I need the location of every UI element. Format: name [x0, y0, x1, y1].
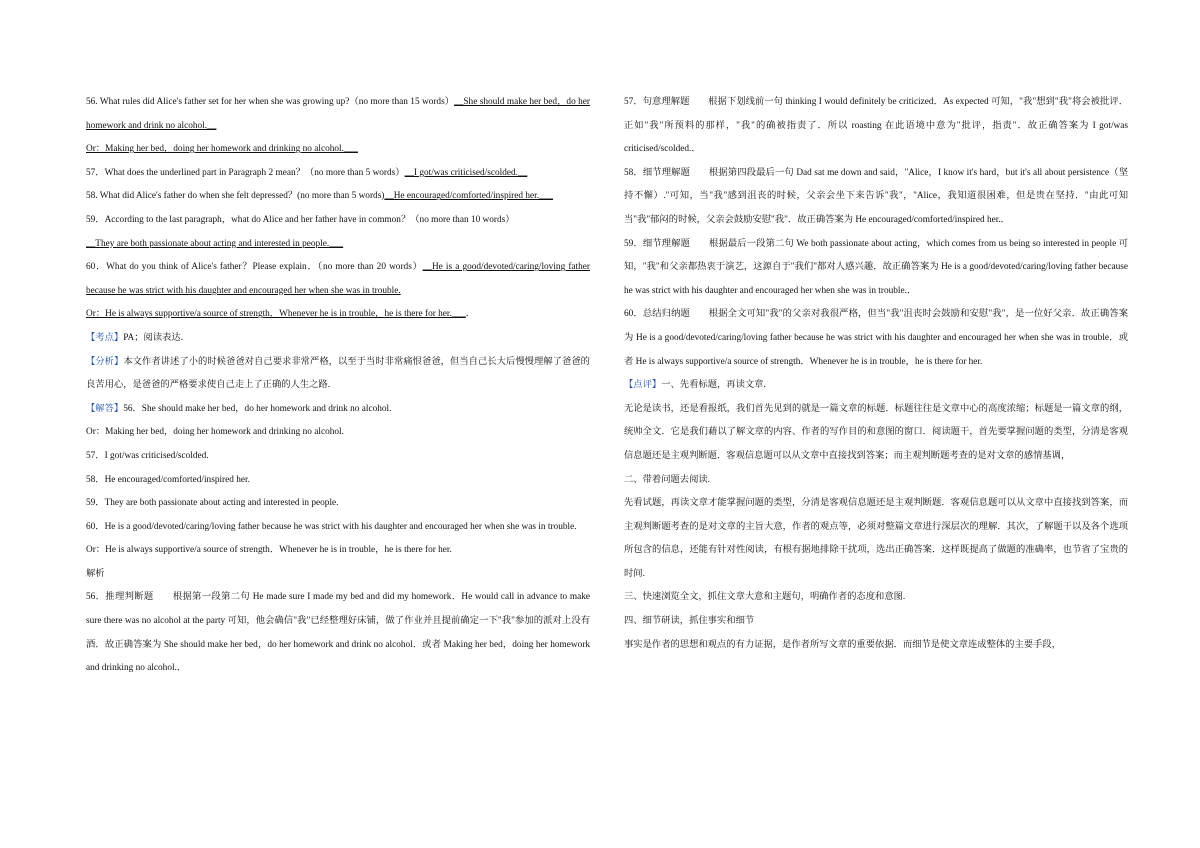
jiexi-heading: 解析	[86, 568, 105, 579]
jieda-tag: 【解答】	[86, 403, 124, 414]
explanation-59: 59．细节理解题 根据最后一段第二句 We both passionate about acting，which comes from us being so interested in people 可知，"我"和父亲都热衷于演艺，这源自于"我们"都对人感兴趣．故正确答案为 He is a good/devoted/caring/loving father because he was strict with his daughter and encouraged her when she was in trouble.．	[624, 238, 1128, 296]
question-56: 56. What rules did Alice's father set for her when she was growing up?（no more than 15 words）__She should make her bed，do her homework and drink no alcohol.__	[86, 97, 590, 131]
fenxi: 【分析】本文作者讲述了小的时候爸爸对自己要求非常严格，以至于当时非常痛恨爸爸，但当自己长大后慢慢理解了爸爸的良苦用心，是爸爸的严格要求使自己走上了正确的人生之路.	[86, 356, 590, 391]
tip-paragraph: 无论是读书，还是看报纸，我们首先见到的就是一篇文章的标题．标题往往是文章中心的高度浓缩；标题是一篇文章的纲，统帅全文．它是我们藉以了解文章的内容、作者的写作目的和意图的窗口．阅读题干，首先要掌握问题的类型，分清是客观信息题还是主观判断题．客观信息题可以从文章中直接找到答案；而主观判断题考查的是对文章的感情基调，	[624, 403, 1128, 461]
explanation-57: 57．句意理解题 根据下划线前一句 thinking I would definitely be criticized．As expected 可知，"我"想到"我"将会被批评．正如"我"所预料的那样，"我"的确被指责了．所以 roasting 在此语境中意为"批评，指责"．故正确答案为 I got/was criticised/scolded.．	[624, 97, 1128, 155]
answer-line: Or：Making her bed，doing her homework and drinking no alcohol.	[86, 427, 344, 438]
explanation-60: 60．总结归纳题 根据全文可知"我"的父亲对我很严格，但当"我"沮丧时会鼓励和安慰"我"，是一位好父亲．故正确答案为 He is a good/devoted/caring/loving father because he was strict with his daughter and encouraged her when she was in trouble．或者 He is always supportive/a source of strength．Whenever he is in trouble，he is there for her.	[624, 309, 1128, 367]
answer-line: 57．I got/was criticised/scolded.	[86, 450, 209, 461]
jieda: 【解答】56．She should make her bed，do her homework and drink no alcohol.	[86, 403, 392, 414]
answer-60-alt: Or：He is always supportive/a source of strength．Whenever he is in trouble，he is there for her.___．	[86, 309, 476, 320]
tip-paragraph: 事实是作者的思想和观点的有力证据，是作者所写文章的重要依据．而细节是使文章连成整体的主要手段，	[624, 639, 1061, 650]
explanation-56: 56．推理判断题 根据第一段第二句 He made sure I made my bed and did my homework．He would call in advance to make sure there was no alcohol at the party 可知，他会确信"我"已经整理好床铺，做了作业并且提前确定一下"我"参加的派对上没有酒．故正确答案为 She should make her bed，do her homework and drink no alcohol．或者 Making her bed，doing her homework and drinking no alcohol.．	[86, 592, 590, 674]
answer-line: 59．They are both passionate about acting and interested in people.	[86, 498, 339, 509]
answer-line: Or：He is always supportive/a source of strength．Whenever he is in trouble，he is there for her.	[86, 545, 452, 556]
question-59: 59．According to the last paragraph，what do Alice and her father have in common？（no more than 10 words）	[86, 214, 515, 225]
question-57: 57．What does the underlined part in Paragraph 2 mean？（no more than 5 words）__I got/was criticised/scolded.__	[86, 167, 528, 178]
answer-line: 58．He encouraged/comforted/inspired her.	[86, 474, 250, 485]
tip-heading: 二、带着问题去阅读.	[624, 474, 710, 485]
answer-line: 60．He is a good/devoted/caring/loving father because he was strict with his daughter and encouraged her when she was in trouble.	[86, 521, 577, 532]
question-58: 58. What did Alice's father do when she felt depressed？(no more than 5 words)__He encouraged/comforted/inspired her.___	[86, 191, 554, 202]
left-column	[86, 91, 590, 681]
tip-heading: 三、快速浏览全文，抓住文章大意和主题句，明确作者的态度和意图.	[624, 592, 906, 603]
kaodian-tag: 【考点】	[86, 332, 124, 343]
dianping-tag: 【点评】	[624, 380, 662, 391]
dianping: 【点评】一、先看标题，再读文章.	[624, 380, 766, 391]
right-column	[624, 91, 1128, 657]
answer-56-alt: Or：Making her bed，doing her homework and drinking no alcohol.___	[86, 144, 358, 155]
answer-56-underlined: __She should make her bed，do her homework and drink no alcohol.__	[86, 97, 590, 131]
answer-59: __They are both passionate about acting and interested in people.___	[86, 238, 344, 249]
fenxi-tag: 【分析】	[86, 356, 124, 367]
tip-heading: 四、细节研读，抓住事实和细节	[624, 616, 755, 627]
kaodian: 【考点】PA；阅读表达.	[86, 332, 184, 343]
question-60: 60．What do you think of Alice's father？Please explain．（no more than 20 words）__He is a good/devoted/caring/loving father because he was strict with his daughter and encouraged her when she was in trouble.	[86, 262, 590, 296]
explanation-58: 58．细节理解题 根据第四段最后一句 Dad sat me down and said，"Alice，I know it's hard，but it's all about persistence（坚持不懈）."可知，当"我"感到沮丧的时候，父亲会坐下来告诉"我"，"Alice，我知道很困难，但是贵在坚持．"由此可知当"我"郁闷的时候，父亲会鼓励安慰"我"．故正确答案为 He encouraged/comforted/inspired her.．	[624, 167, 1128, 225]
tip-paragraph: 先看试题，再读文章才能掌握问题的类型，分清是客观信息题还是主观判断题．客观信息题可以从文章中直接找到答案，而主观判断题考查的是对文章的主旨大意，作者的观点等，必须对整篇文章进行深层次的理解．其次，了解题干以及各个选项所包含的信息，还能有针对性阅读，有根有据地排除干扰项，选出正确答案．这样既提高了做题的准确率，也节省了宝贵的时间.	[624, 498, 1128, 579]
